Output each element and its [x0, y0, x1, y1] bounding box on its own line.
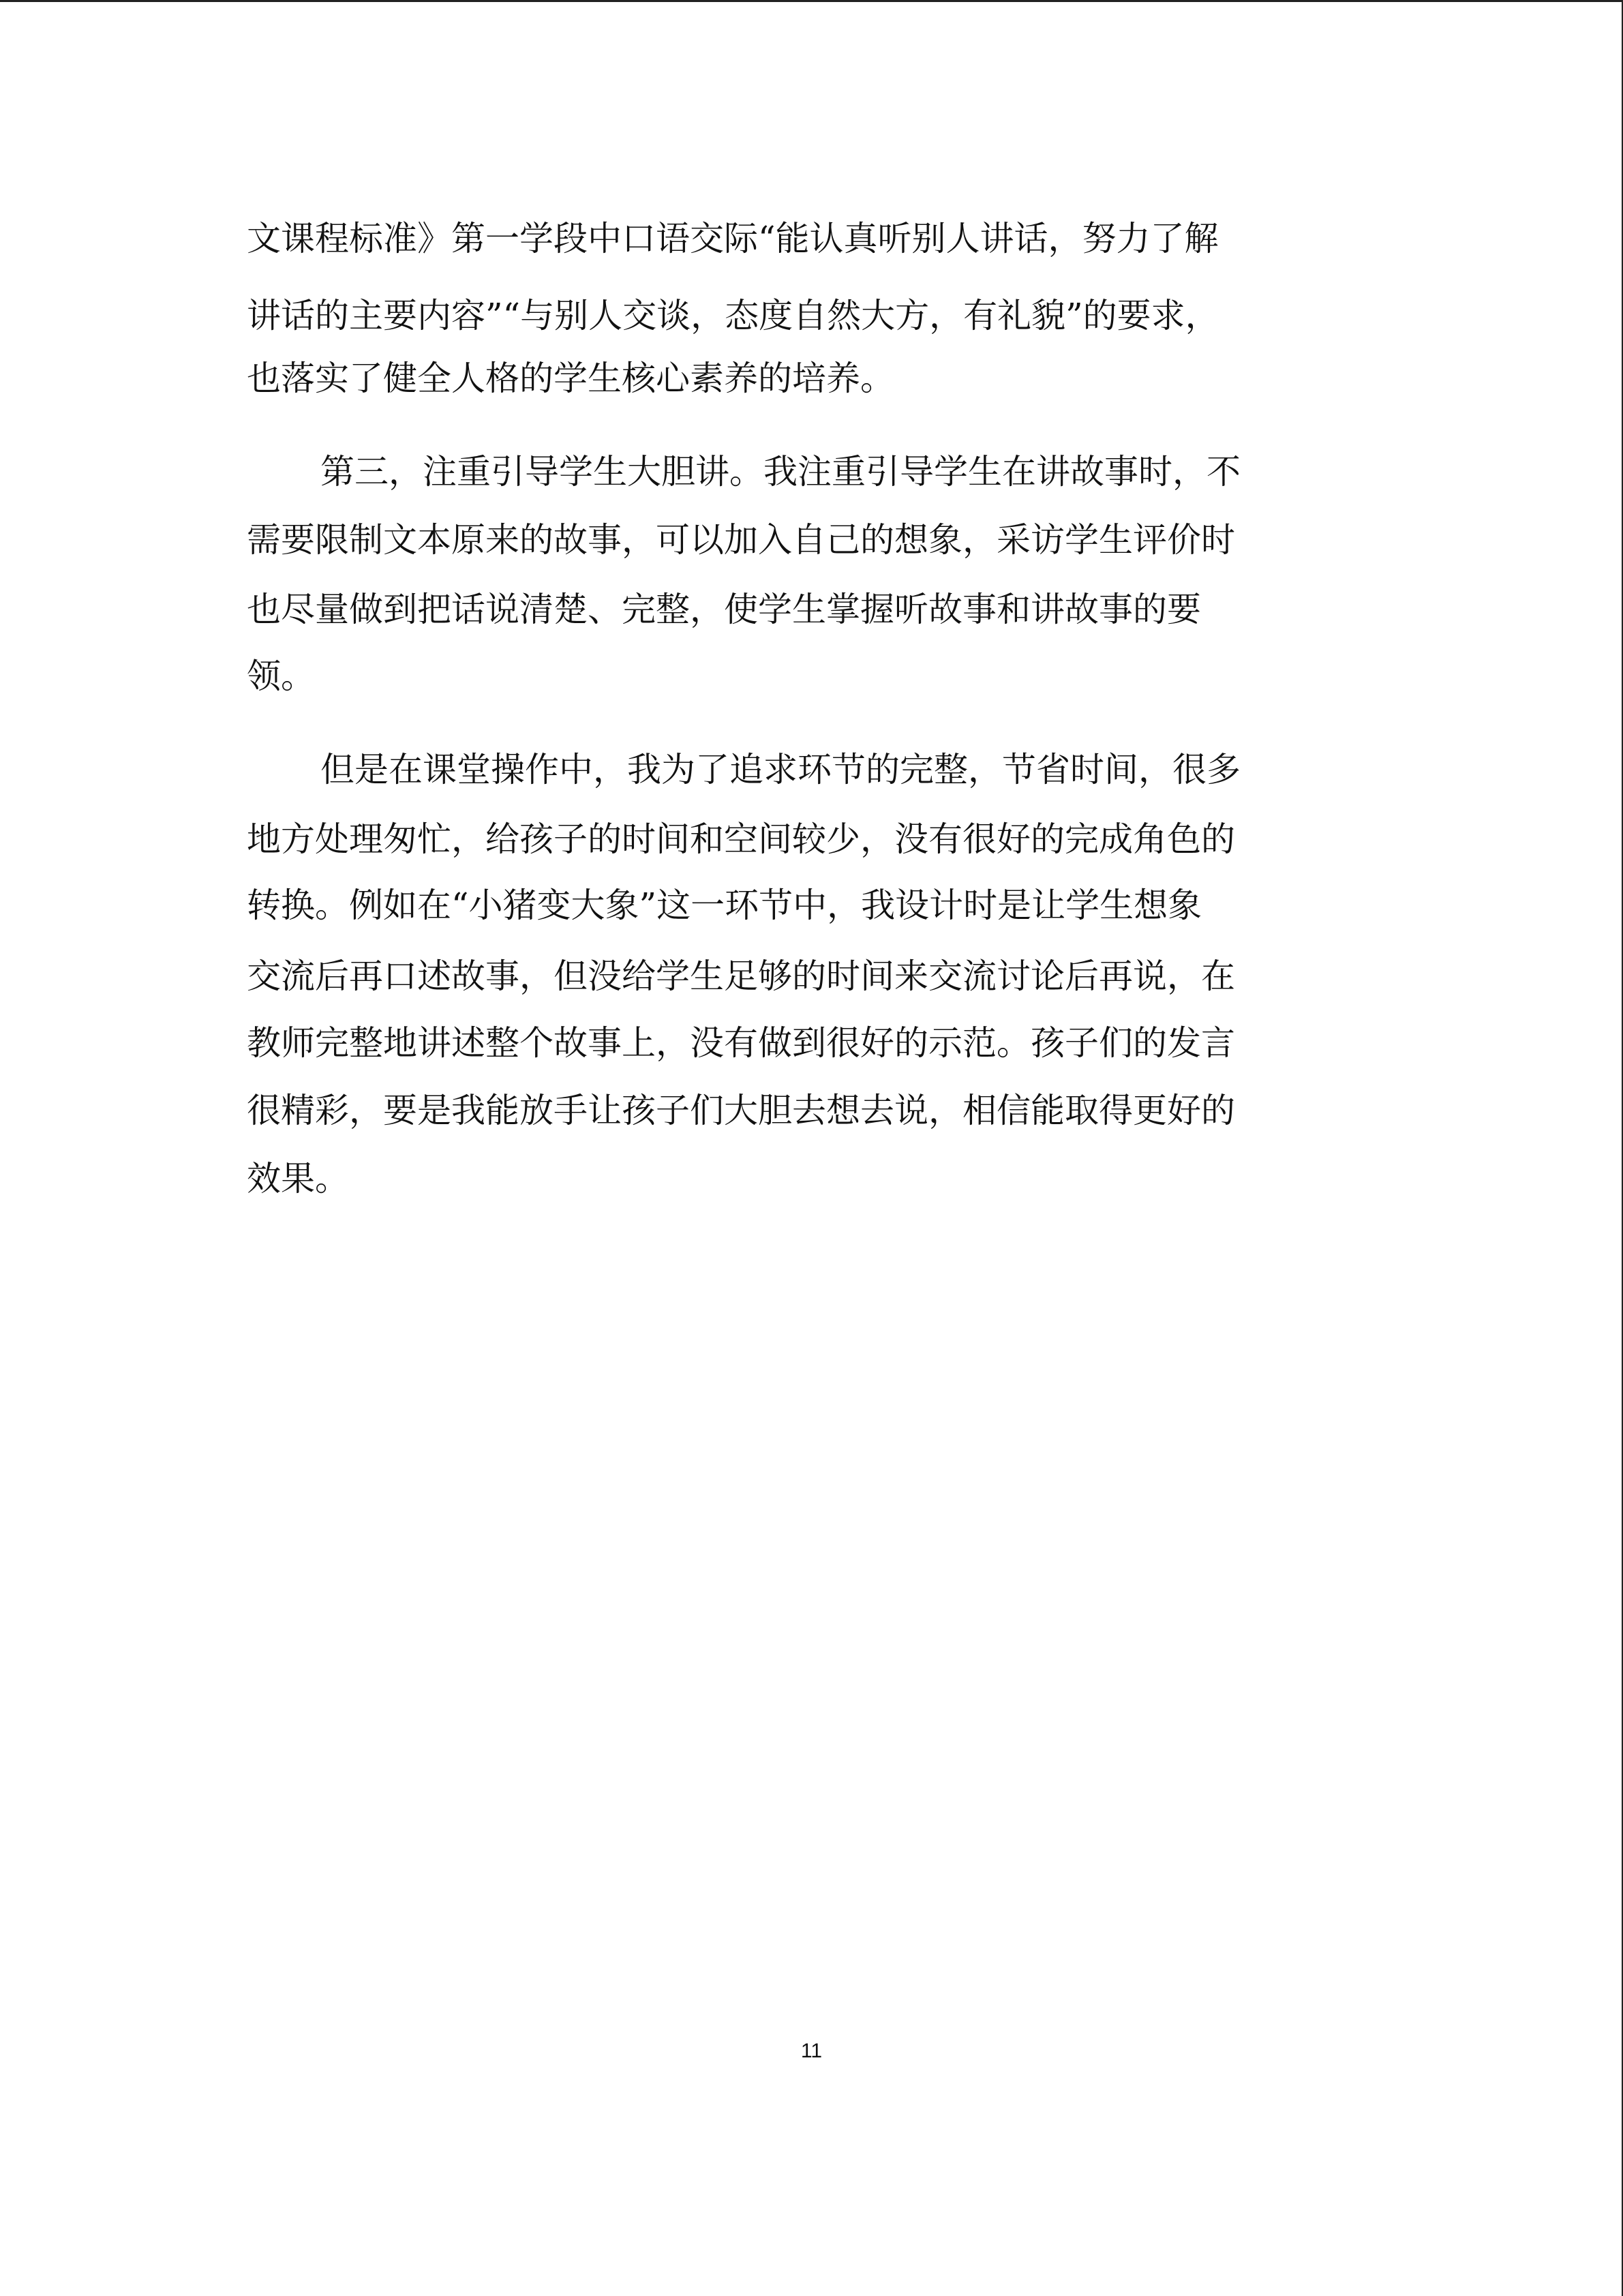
paragraph-2-line-3: 也尽量做到把话说清楚、完整，使学生掌握听故事和讲故事的要	[247, 590, 1201, 629]
paragraph-3-line-4: 交流后再口述故事，但没给学生足够的时间来交流讨论后再说，在	[247, 956, 1235, 996]
paragraph-3-line-3: 转换。例如在“小猪变大象”这一环节中，我设计时是让学生想象	[247, 886, 1202, 925]
paragraph-1-line-2: 讲话的主要内容”“与别人交谈，态度自然大方，有礼貌”的要求，	[247, 296, 1219, 335]
page-number: 11	[800, 2040, 823, 2062]
paragraph-1-line-3: 也落实了健全人格的学生核心素养的培养。	[247, 359, 894, 398]
paragraph-2-line-4: 领。	[247, 656, 315, 696]
paragraph-1-line-1: 文课程标准》第一学段中口语交际“能认真听别人讲话，努力了解	[247, 219, 1219, 258]
paragraph-2-line-2: 需要限制文本原来的故事，可以加入自己的想象，采访学生评价时	[247, 520, 1235, 560]
paragraph-3-line-7: 效果。	[247, 1159, 349, 1198]
paragraph-3-line-6: 很精彩，要是我能放手让孩子们大胆去想去说，相信能取得更好的	[247, 1091, 1235, 1130]
paragraph-3-line-2: 地方处理匆忙，给孩子的时间和空间较少，没有很好的完成角色的	[247, 819, 1235, 859]
paragraph-2-line-1: 第三，注重引导学生大胆讲。我注重引导学生在讲故事时，不	[320, 452, 1241, 492]
paragraph-3-line-1: 但是在课堂操作中，我为了追求环节的完整，节省时间，很多	[320, 750, 1241, 789]
paragraph-3-line-5: 教师完整地讲述整个故事上，没有做到很好的示范。孩子们的发言	[247, 1023, 1235, 1063]
